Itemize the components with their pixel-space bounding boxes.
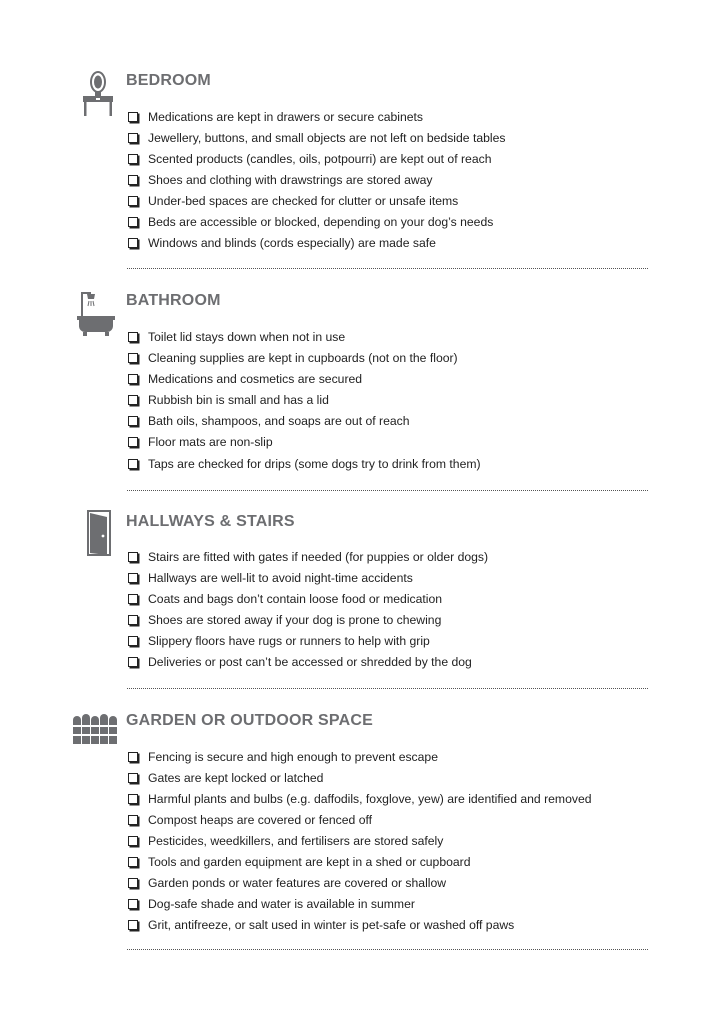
section-divider	[127, 688, 648, 689]
checklist-item[interactable]	[128, 830, 592, 851]
checklist-item[interactable]	[128, 169, 505, 190]
item-text: Taps are checked for drips (some dogs try to drink from them)	[148, 456, 481, 471]
checkbox[interactable]	[128, 573, 138, 583]
checklist-item[interactable]	[128, 746, 592, 767]
checkbox[interactable]	[128, 878, 138, 888]
item-text: Shoes and clothing with drawstrings are stored away	[148, 172, 433, 187]
bathtub-icon	[76, 290, 116, 338]
checkbox[interactable]	[128, 175, 138, 185]
checkbox[interactable]	[128, 395, 138, 405]
item-text: Dog-safe shade and water is available in summer	[148, 896, 415, 911]
checklist-item[interactable]	[128, 609, 488, 630]
checkbox[interactable]	[128, 657, 138, 667]
checkbox[interactable]	[128, 196, 138, 206]
checklist-item[interactable]	[128, 546, 488, 567]
item-text: Gates are kept locked or latched	[148, 770, 324, 785]
checklist-item[interactable]	[128, 788, 592, 809]
item-text: Tools and garden equipment are kept in a shed or cupboard	[148, 854, 471, 869]
item-text: Cleaning supplies are kept in cupboards (not on the floor)	[148, 350, 458, 365]
checkbox[interactable]	[128, 437, 138, 447]
item-text: Beds are accessible or blocked, depending on your dog’s needs	[148, 214, 494, 229]
checklist-item[interactable]	[128, 893, 592, 914]
item-text: Pesticides, weedkillers, and fertilisers are stored safely	[148, 833, 444, 848]
checkbox[interactable]	[128, 552, 138, 562]
item-text: Floor mats are non-slip	[148, 434, 273, 449]
item-text: Scented products (candles, oils, potpourri) are kept out of reach	[148, 151, 492, 166]
section-title: BEDROOM	[126, 72, 211, 89]
section-divider	[127, 949, 648, 950]
item-text: Slippery floors have rugs or runners to help with grip	[148, 633, 430, 648]
checkbox[interactable]	[128, 773, 138, 783]
item-text: Shoes are stored away if your dog is prone to chewing	[148, 612, 442, 627]
checklist-item[interactable]	[128, 211, 505, 232]
item-text: Coats and bags don’t contain loose food or medication	[148, 591, 443, 606]
checklist-item[interactable]	[128, 851, 592, 872]
checklist-item[interactable]	[128, 767, 592, 788]
checklist-item[interactable]	[128, 326, 481, 347]
checklist-item[interactable]	[128, 347, 481, 368]
checkbox[interactable]	[128, 815, 138, 825]
checkbox[interactable]	[128, 594, 138, 604]
door-icon	[80, 510, 120, 558]
checklist-item[interactable]	[128, 190, 505, 211]
item-text: Garden ponds or water features are covered or shallow	[148, 875, 447, 890]
checklist-item[interactable]	[128, 106, 505, 127]
checklist-item[interactable]	[128, 127, 505, 148]
checklist-item[interactable]	[128, 872, 592, 893]
section-title: GARDEN OR OUTDOOR SPACE	[126, 712, 373, 729]
checkbox[interactable]	[128, 353, 138, 363]
section-title: HALLWAYS & STAIRS	[126, 513, 295, 530]
checklist-item[interactable]	[128, 452, 481, 475]
item-text: Bath oils, shampoos, and soaps are out of reach	[148, 413, 410, 428]
checkbox[interactable]	[128, 416, 138, 426]
checkbox[interactable]	[128, 374, 138, 384]
checklist-item[interactable]	[128, 368, 481, 389]
checkbox[interactable]	[128, 857, 138, 867]
checklist-item[interactable]	[128, 651, 488, 672]
checklist-item[interactable]	[128, 567, 488, 588]
checklist-item[interactable]	[128, 588, 488, 609]
checkbox[interactable]	[128, 332, 138, 342]
checkbox[interactable]	[128, 133, 138, 143]
item-text: Medications are kept in drawers or secure cabinets	[148, 109, 424, 124]
section-divider	[127, 490, 648, 491]
section-divider	[127, 268, 648, 269]
item-text: Medications and cosmetics are secured	[148, 371, 363, 386]
checkbox[interactable]	[128, 899, 138, 909]
checkbox[interactable]	[128, 615, 138, 625]
item-text: Grit, antifreeze, or salt used in winter is pet-safe or washed off paws	[148, 917, 515, 932]
item-text: Stairs are fitted with gates if needed (for puppies or older dogs)	[148, 549, 489, 564]
item-text: Deliveries or post can’t be accessed or shredded by the dog	[148, 654, 472, 669]
checkbox[interactable]	[128, 752, 138, 762]
checklist-item[interactable]	[128, 232, 505, 253]
item-text: Compost heaps are covered or fenced off	[148, 812, 373, 827]
checkbox[interactable]	[128, 238, 138, 248]
checkbox[interactable]	[128, 836, 138, 846]
checklist	[128, 546, 488, 672]
item-text: Rubbish bin is small and has a lid	[148, 392, 329, 407]
item-text: Harmful plants and bulbs (e.g. daffodils, foxglove, yew) are identified and removed	[148, 791, 592, 806]
checklist	[128, 326, 481, 475]
checklist-item[interactable]	[128, 431, 481, 452]
checklist	[128, 106, 505, 253]
item-text: Jewellery, buttons, and small objects are not left on bedside tables	[148, 130, 506, 145]
item-text: Windows and blinds (cords especially) are made safe	[148, 235, 436, 250]
checkbox[interactable]	[128, 154, 138, 164]
item-text: Toilet lid stays down when not in use	[148, 329, 346, 344]
checkbox[interactable]	[128, 217, 138, 227]
item-text: Under-bed spaces are checked for clutter or unsafe items	[148, 193, 459, 208]
dressing-table-icon	[78, 70, 118, 118]
checklist-item[interactable]	[128, 809, 592, 830]
checkbox[interactable]	[128, 459, 138, 469]
checkbox[interactable]	[128, 794, 138, 804]
checklist	[128, 746, 592, 935]
checklist-item[interactable]	[128, 148, 505, 169]
checkbox[interactable]	[128, 636, 138, 646]
checklist-item[interactable]	[128, 914, 592, 935]
checklist-item[interactable]	[128, 630, 488, 651]
checklist-item[interactable]	[128, 410, 481, 431]
item-text: Hallways are well-lit to avoid night-time accidents	[148, 570, 413, 585]
checkbox[interactable]	[128, 920, 138, 930]
item-text: Fencing is secure and high enough to prevent escape	[148, 749, 438, 764]
fence-icon	[72, 710, 120, 746]
section-title: BATHROOM	[126, 292, 221, 309]
checkbox[interactable]	[128, 112, 138, 122]
checklist-item[interactable]	[128, 389, 481, 410]
